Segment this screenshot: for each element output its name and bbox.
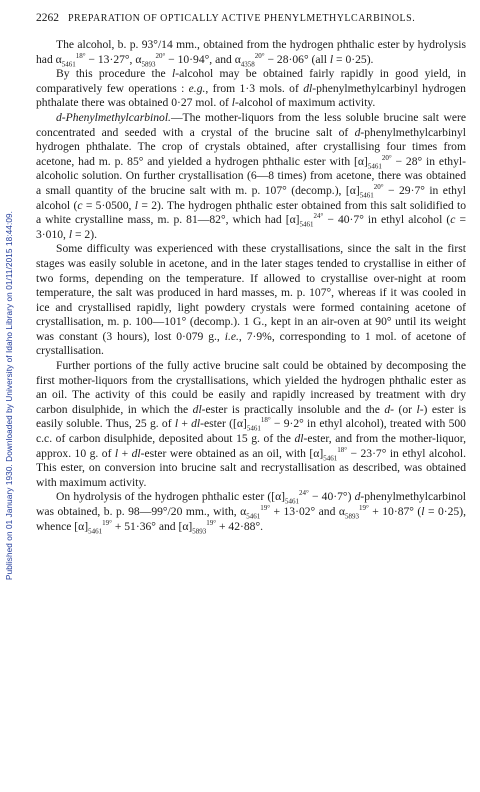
running-title: PREPARATION OF OPTICALLY ACTIVE PHENYLMETHYLCARBINOLS. <box>68 13 416 24</box>
download-notice <box>2 10 16 780</box>
download-notice-text: Published on 01 January 1930. Downloaded by University of Idaho Library on 01/11/2015 18:44:09. <box>4 210 14 580</box>
paragraph-1: The alcohol, b. p. 93°/14 mm., obtained from the hydrogen phthalic ester by hydrolysis had $\alpha_{5461}^{18^\circ} - 13\cdot 27^\circ$, $\alpha_{5893}^{20^\circ} - 10\cdot 94^\circ$, and $\alpha_{4358}^{20^\circ} - 28\cdot 06^\circ$ (all l = 0·25). <box>36 38 466 68</box>
paragraph-6: On hydrolysis of the hydrogen phthalic ester $([\alpha]_{5461}^{24^\circ} - 40\cdot 7^\circ)$ d-phenylmethylcarbinol was obtained, b. p. 98—99°/20 mm., with, $\alpha_{5461}^{19^\circ} + 13\cdot 02^\circ$ and $\alpha_{5893}^{19^\circ} + 10\cdot 87^\circ$ (l = 0·25), whence $[\alpha]_{5461}^{19^\circ} + 51\cdot 36^\circ$ and $[\alpha]_{5893}^{19^\circ} + 42\cdot 88^\circ$. <box>36 489 466 535</box>
running-header <box>36 12 466 24</box>
paragraph-5: Further portions of the fully active brucine salt could be obtained by decomposing the first mother-liquors from the crystallisations, which yielded the hydrogen phthalic ester as an oil. The activity of this could be easily and rapidly increased by treatment with dry carbon disulphide, in which the dl-ester is practically insoluble and the d- (or l-) ester is easily soluble. Thus, 25 g. of l + dl-ester ($[\alpha]_{5461}^{18^\circ} - 9\cdot 2^\circ$ in ethyl alcohol), treated with 500 c.c. of carbon disulphide, deposited about 15 g. of the dl-ester, and from the mother-liquor, approx. 10 g. of l + dl-ester were obtained as an oil, with $[\alpha]_{5461}^{18^\circ} - 23\cdot 7^\circ$ in ethyl alcohol. This ester, on conversion into brucine salt and recrystallisation as described, was obtained with maximum activity. <box>36 359 467 489</box>
paragraph-2: By this procedure the l-alcohol may be obtained fairly rapidly in good yield, in comparatively few operations : e.g., from 1·3 mols. of dl-phenylmethylcarbinyl hydrogen phthalate there was obtained 0·27 mol. of l-alcohol of maximum activity. <box>36 67 466 110</box>
paragraph-3: d-Phenylmethylcarbinol.—The mother-liquors from the less soluble brucine salt were concentrated and seeded with a crystal of the brucine salt of d-phenylmethylcarbinyl hydrogen phthalate. The crop of crystals obtained, after crystallising four times from acetone, had m. p. 85° and yielded a hydrogen phthalic ester with $[\alpha]_{5461}^{20^\circ} - 28^\circ$ in ethyl-alcoholic solution. On further crystallisation (6—8 times) from acetone, there was obtained a small quantity of the brucine salt with m. p. 107° (decomp.), $[\alpha]_{5461}^{20^\circ} - 29\cdot 7^\circ$ in ethyl alcohol (c = 5·0500, l = 2). The hydrogen phthalic ester obtained from this salt solidified to a white crystalline mass, m. p. 81—82°, which had $[\alpha]_{5461}^{24^\circ} - 40\cdot 7^\circ$ in ethyl alcohol (c = 3·010, l = 2). <box>36 110 466 241</box>
section-heading: d-Phenylmethylcarbinol. <box>56 110 171 124</box>
article-body <box>36 38 466 534</box>
page-number: 2262 <box>36 12 59 24</box>
paragraph-4: Some difficulty was experienced with these crystallisations, since the salt in the first stages was easily soluble in acetone, and in the later stages tended to crystallise in either of two forms, depending on the temperature. If allowed to crystallise over-night at room temperature, the salt was produced in hard masses, m. p. 107°, whereas if it was cooled in ice and crystallised rapidly, light powdery crystals were formed containing acetone of crystallisation, m. p. 100—101° (decomp.). 1 G., kept in an air-oven at 90° until its weight was constant (3 hours), lost 0·079 g., i.e., 7·9%, corresponding to 1 mol. of acetone of crystallisation. <box>36 242 466 358</box>
